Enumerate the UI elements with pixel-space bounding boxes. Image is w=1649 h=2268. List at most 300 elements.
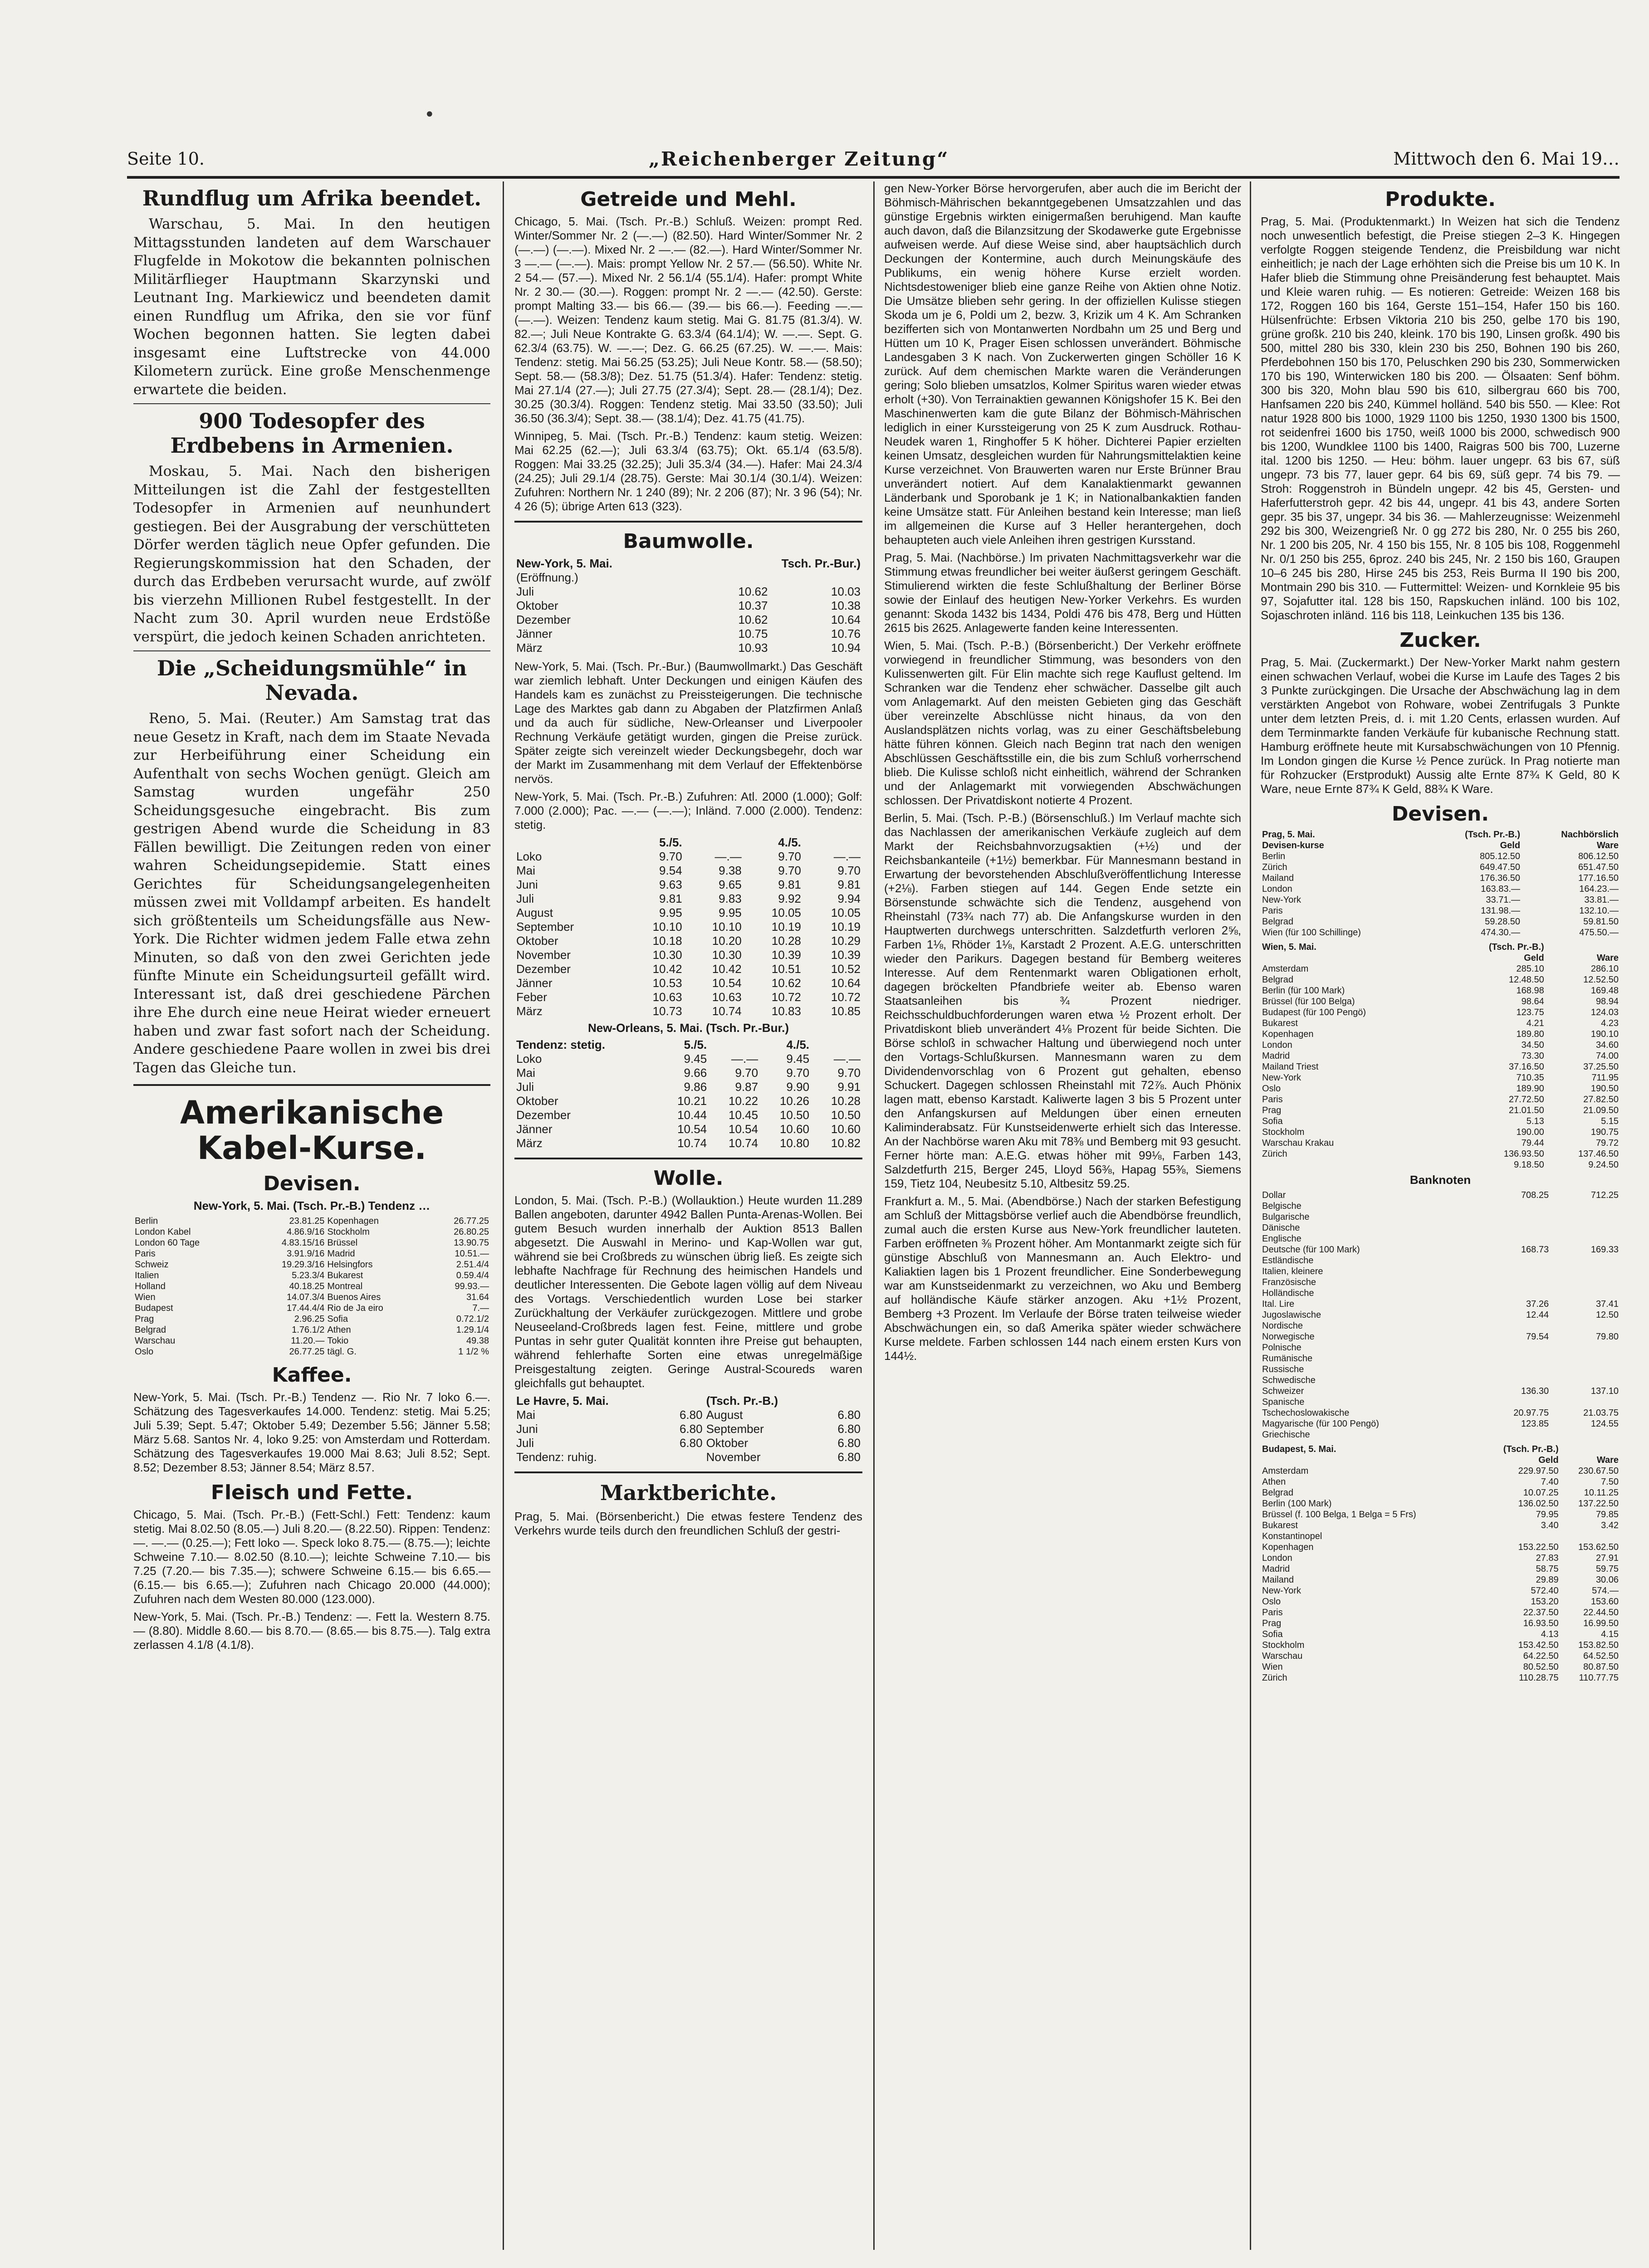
table-cell: Mailand (1262, 873, 1294, 883)
table-cell: Stockholm (1262, 1640, 1305, 1650)
table-row (1261, 1564, 1620, 1574)
table-cell: 9.70 (837, 1066, 861, 1080)
table-cell (1550, 1364, 1620, 1375)
table-row (1261, 1277, 1620, 1288)
page-number: Seite 10. (127, 149, 205, 169)
table-cell (1480, 1429, 1550, 1440)
table-row (514, 864, 862, 878)
table-cell: Mai (516, 864, 535, 877)
table-cell: 6.80 (837, 1422, 861, 1436)
column-divider (1250, 181, 1251, 2250)
table-cell: Brüssel (327, 1238, 358, 1248)
table-cell: London 60 Tage (135, 1238, 200, 1248)
table-cell: 37.16.50 (1508, 1062, 1544, 1072)
table-cell: 13.90.75 (454, 1238, 489, 1248)
table-cell: 64.22.50 (1523, 1651, 1559, 1661)
table-cell: Geld (1500, 841, 1521, 850)
table-row (1261, 1061, 1620, 1072)
table-cell: 9.66 (684, 1066, 707, 1080)
table-cell: 21.03.75 (1583, 1408, 1619, 1418)
table-cell: 10.74 (729, 1136, 758, 1150)
table-cell (1480, 1201, 1550, 1212)
table-cell (1550, 1288, 1620, 1299)
table-cell: Belgrad (1262, 1488, 1293, 1498)
table-row (1261, 1138, 1620, 1149)
table-cell (1550, 1201, 1620, 1212)
article-text-afrika: Warschau, 5. Mai. In den heutigen Mittagsstunden landeten auf dem Warschauer Flugfelde in Mokotow die bekannten polnischen Militärflieger Hauptmann Skarzynski und Leutnant Ing. Markiewicz und beendeten damit einen Rundflug um Afrika, den sie vor fünf Wochen begonnen hatten. Sie legten dabei insgesamt eine Luftstrecke von 44.000 Kilometern zurück. Eine große Menschenmenge erwartete die beiden. (133, 216, 490, 398)
table-cell: 5./5. (684, 1038, 707, 1051)
table-row (1261, 1310, 1620, 1320)
table-cell: 4.21 (1526, 1018, 1544, 1028)
table-cell: Oktober (706, 1436, 749, 1450)
table-cell: Geld (1524, 953, 1544, 963)
table-cell: 2.51.4/4 (456, 1260, 489, 1270)
table-cell (1261, 1159, 1445, 1170)
table-row (1261, 1418, 1620, 1429)
table-row (1261, 894, 1620, 905)
table-cell: 285.10 (1516, 964, 1544, 974)
table-cell: 14.07.3/4 (286, 1292, 325, 1302)
table-cell: 20.97.75 (1513, 1408, 1549, 1418)
table-cell: Deutsche (für 100 Mark) (1262, 1245, 1360, 1255)
table-row (1261, 1320, 1620, 1331)
table-cell: 7.— (472, 1303, 489, 1313)
table-cell: Juli (516, 1080, 534, 1094)
table-cell: 10.50 (831, 1108, 861, 1122)
table-cell: 4.13 (1541, 1629, 1559, 1639)
table-cell: 58.75 (1536, 1564, 1559, 1574)
table-cell (1480, 1212, 1550, 1222)
produkte-heading: Produkte. (1385, 188, 1496, 211)
table-row (1261, 1266, 1620, 1277)
table-cell: Wien (1262, 1662, 1283, 1672)
table-cell: 10.19 (771, 920, 801, 934)
table-cell: Holländische (1262, 1288, 1314, 1298)
table-cell: (Tsch. Pr.-B.) (1488, 942, 1544, 952)
banknoten-heading: Banknoten (1409, 1173, 1471, 1187)
table-header-row (1261, 840, 1620, 851)
table-cell: 649.47.50 (1480, 862, 1521, 872)
devisen-heading-col4: Devisen. (1391, 802, 1489, 826)
table-header-row (514, 836, 862, 850)
table-cell: September (516, 920, 574, 934)
table-cell: 10.64 (831, 976, 861, 990)
table-cell: Juli (516, 585, 534, 598)
table-header-row (514, 1394, 862, 1408)
table-cell: Wien, 5. Mai. (1262, 942, 1316, 952)
frankfurt-boerse-text: Frankfurt a. M., 5. Mai. (Abendbörse.) Nach der starken Befestigung am Schluß der Mittagsbörse verlief auch die Abendbörse freundlich, zumal auch die ersten Kurse aus New-York freundlicher lauteten. Farben eröffneten ⅜ Prozent höher. Am Montanmarkt zeigte sich für günstige Abschluß von Mannesmann an. Auch Elektro- und Kaliaktien lagen bis 1 Prozent freundlicher. Eine Sonderbewegung war am Kunstseidenmarkt zu verzeichnen, wo Aku und Bemberg auf holländische Käufe stärker anzogen. Aku +1½ Prozent, Bemberg +3 Prozent. Im Verlaufe der Börse traten teilweise wieder Abschwächungen ein, so daß Amerika später wieder schwächere Kurse meldete. Farben schlossen 144 nach einem ersten Kurs von 144½. (884, 1194, 1241, 1363)
table-row (514, 1122, 862, 1136)
table-cell (684, 836, 744, 850)
table-row (133, 1325, 490, 1335)
table-cell (1480, 1266, 1550, 1277)
table-cell (1550, 1353, 1620, 1364)
table-cell: 10.07.25 (1523, 1488, 1559, 1498)
table-cell: 710.35 (1516, 1073, 1544, 1083)
table-cell: 153.20 (1531, 1597, 1559, 1607)
table-row (514, 1108, 862, 1122)
table-cell (1550, 1233, 1620, 1244)
table-cell: August (516, 906, 553, 919)
table-row (1261, 1072, 1620, 1083)
table-cell: 27.83 (1536, 1553, 1559, 1563)
table-cell: 10.74 (677, 1136, 707, 1150)
table-cell: 190.10 (1590, 1029, 1619, 1039)
table-cell: 1.29.1/4 (456, 1325, 489, 1335)
table-cell (1480, 1342, 1550, 1353)
table-cell: 9.95 (659, 906, 682, 919)
table-cell: Ware (1596, 1455, 1619, 1465)
table-cell: —.— (714, 850, 742, 863)
article-title-nevada: Die „Scheidungsmühle“ in Nevada. (157, 656, 467, 705)
table-cell: 711.95 (1591, 1073, 1619, 1083)
table-cell: 10.05 (771, 906, 801, 919)
table-cell: 34.60 (1595, 1040, 1619, 1050)
table-cell: 10.11.25 (1584, 1488, 1619, 1498)
table-cell: (Tsch. Pr.-B.) (706, 1394, 778, 1408)
table-row (133, 1248, 490, 1259)
table-cell: 9.95 (719, 906, 742, 919)
table-cell: 10.38 (831, 599, 861, 612)
table-cell: 17.44.4/4 (286, 1303, 325, 1313)
table-cell: Sofia (1262, 1629, 1283, 1639)
table-cell: 10.64 (831, 613, 861, 626)
table-row (1261, 1498, 1620, 1509)
table-cell: 0.72.1/2 (456, 1314, 489, 1324)
table-row (514, 1052, 862, 1066)
table-cell: Spanische (1262, 1397, 1305, 1407)
table-cell: Oslo (135, 1347, 154, 1357)
table-cell: 137.46.50 (1578, 1149, 1619, 1159)
table-row (1261, 1408, 1620, 1418)
table-cell (1550, 1222, 1620, 1233)
table-cell: 1.76.1/2 (292, 1325, 325, 1335)
table-cell (1550, 1266, 1620, 1277)
table-cell: 164.23.— (1579, 884, 1619, 894)
ny2-head: New-York, 5. Mai. (Tsch. Pr.-B.) Zufuhren: Atl. 2000 (1.000); Golf: 7.000 (2.000); Pac. —.— (—.—); Inländ. 7.000 (2.000). Tendenz: stetig. (514, 790, 862, 831)
table-cell: 10.83 (771, 1004, 801, 1018)
table-row (1261, 1149, 1620, 1159)
table-row (514, 1066, 862, 1080)
table-cell: 805.12.50 (1480, 851, 1521, 861)
table-cell: März (516, 1136, 543, 1150)
table-cell: 9.45 (786, 1052, 810, 1066)
table-cell: Juni (516, 1422, 538, 1436)
table-cell: Wien (135, 1292, 156, 1302)
table-cell: Geld (1538, 1455, 1559, 1465)
table-row (514, 1004, 862, 1018)
table-row (1261, 851, 1620, 862)
table-cell: Stockholm (327, 1227, 370, 1237)
wien-boerse-text: Wien, 5. Mai. (Tsch. P.-B.) (Börsenbericht.) Der Verkehr eröffnete vorwiegend in freundlicher Stimmung, was besonders von den Kulissenwerten gilt. Für Elin machte sich rege Kauflust geltend. Im Schranken war die Tendenz eher schwächer. Dasselbe gilt auch vom Anlagemarkt. Auf den meisten Gebieten ging das Geschäft über vereinzelte Abschlüsse nicht hinaus, da von den Auslandsplätzen nichts vorlag, was zu einer Geschäftsbelebung hätte führen können. Gleich nach Beginn trat nach den wenigen Abschlüssen Geschäftsstille ein, die bis zum Schluß vorherrschend blieb. Die Kulisse schloß nicht einheitlich, während der Schranken und der Anlagemarkt mit vorwiegenden Abschwächungen schlossen. Der Privatdiskont notierte 4 Prozent. (884, 639, 1241, 807)
table-row (133, 1303, 490, 1314)
table-cell: 99.93.— (455, 1281, 489, 1291)
table-row (1261, 1574, 1620, 1585)
article-text-nevada: Reno, 5. Mai. (Reuter.) Am Samstag trat das neue Gesetz in Kraft, nach dem im Staate Nevada zur Herbeiführung einer Scheidung ein Aufenthalt von sechs Wochen genügt. Gleich am Samstag wurden ungefähr 250 Scheidungsgesuche eingebracht. Bis zum gestrigen Abend wurde die Scheidung in 83 Fällen bewilligt. Die Zeitungen reden von einer wahren Scheidungsepidemie. Statt eines Gerichtes für Scheidungsangelegenheiten müssen zwei mit Volldampf arbeiten. Es handelt sich größtenteils um Scheidungsfälle aus New-York. Die Richter widmen jedem Falle etwa zehn Minuten, so daß von den zwei Gerichten jede fünfte Minute ein Scheidungsurteil gefällt wird. Interessant ist, daß drei geschiedene Pärchen ihre Ehe durch eine neue Heirat wieder erneuert haben und zwar fast sofort nach der Scheidung. Andere geschiedene Paare wollen in zwei bis drei Tagen das Gleiche tun. (133, 710, 490, 1076)
table-cell: 98.64 (1521, 997, 1544, 1007)
divider (133, 403, 490, 404)
prag-nachboerse-text: Prag, 5. Mai. (Nachbörse.) Im privaten Nachmittagsverkehr war die Stimmung etwas freundlicher bei weiter äußerst geringem Geschäft. Stimulierend wirkten die feste Schlußhaltung der Berliner Börse sowie der Einlauf des heutigen New-Yorker Verkehrs. Es wurden genannt: Skoda 1432 bis 1434, Poldi 476 bis 478, Berg und Hütten 2615 bis 2625. Anlagewerte fanden keine Interessenten. (884, 551, 1241, 635)
article-title-armenien: 900 Todesopfer des Erdbebens in Armenien. (170, 409, 454, 458)
table-cell: Holland (135, 1281, 166, 1291)
table-cell: Mai (516, 1408, 535, 1422)
table-row (1261, 1476, 1620, 1487)
table-cell: September (706, 1422, 764, 1436)
table-row (1261, 1375, 1620, 1386)
table-cell: Rumänische (1262, 1354, 1313, 1364)
table-row (1261, 1083, 1620, 1094)
table-cell (1550, 1255, 1620, 1266)
table-cell: Oslo (1262, 1597, 1281, 1607)
table-cell: Paris (1262, 1095, 1283, 1105)
table-cell: 10.80 (779, 1136, 810, 1150)
table-cell: 9.87 (735, 1080, 758, 1094)
table-cell: 9.65 (719, 878, 742, 891)
table-cell: Juni (516, 878, 538, 891)
table-cell: 29.89 (1536, 1575, 1559, 1585)
table-cell: Polnische (1262, 1343, 1302, 1353)
table-cell: 10.39 (831, 948, 861, 962)
table-cell: 10.93 (738, 641, 768, 655)
table-cell: 9.38 (719, 864, 742, 877)
table-cell: Magyarische (für 100 Pengö) (1262, 1419, 1379, 1429)
table-row (514, 1436, 862, 1450)
table-cell: 79.72 (1595, 1138, 1619, 1148)
table-cell: Berlin (für 100 Mark) (1262, 986, 1345, 996)
table-header-row (1261, 942, 1620, 953)
table-cell: Paris (1262, 906, 1283, 916)
table-cell: 4./5. (778, 836, 801, 849)
table-row (133, 1216, 490, 1227)
table-cell: Amsterdam (1262, 964, 1309, 974)
table-cell: 10.19 (831, 920, 861, 934)
table-cell: 10.44 (677, 1108, 707, 1122)
table-cell: 110.77.75 (1579, 1673, 1619, 1683)
table-cell: Zürich (1262, 862, 1287, 872)
table-cell: November (516, 948, 571, 962)
table-cell: Zürich (1262, 1149, 1287, 1159)
table-row (1261, 1531, 1620, 1542)
table-cell: 10.60 (779, 1122, 810, 1136)
table-row (514, 990, 862, 1004)
table-cell: 123.75 (1516, 1007, 1544, 1017)
table-cell: 574.— (1592, 1586, 1619, 1596)
table-cell: 168.73 (1521, 1245, 1549, 1255)
prag-boerse-text: gen New-Yorker Börse hervorgerufen, aber auch die im Bericht der Böhmisch-Mährischen bekanntgegebenen Umsatzzahlen und das günstige Ergebnis wirkten einigermaßen beruhigend. Man kaufte auch davon, daß die Bilanzsitzung der Skodawerke gute Ergebnisse aufweisen werde. Auf diese Weise sind, aber hauptsächlich durch Deckungen der Kontermine, auch durch Meinungskäufe des Publikums, ein wenig höhere Kurse erzielt worden. Nichtsdestoweniger blieb eine ganze Reihe von Aktien ohne Notiz. Die Umsätze blieben sehr gering. In der offiziellen Kulisse stiegen Skoda um je 6, Poldi um 2, bezw. 3, Krizik um 4 K. Am Schranken bezifferten sich von Montanwerten Nordbahn um 25 und Berg und Hütten um 10 K, Prager Eisen schlossen unverändert. Böhmische Landesgaben 3 K nach. Von Zuckerwerten gingen Schöller 16 K zurück. Auf dem chemischen Markte waren die Veränderungen gering; Solo blieben umsatzlos, Kolmer Spiritus waren wieder etwas erholt (+30). Von Terrainaktien gewannen Königshofer 15 K. Bei den Maschinenwerten kam die gute Bilanz der Böhmisch-Mährischen lediglich in einer Kurssteigerung von 25 K zum Ausdruck. Rothau-Neudek waren 1, Ringhoffer 5 K höher. Dichterei Papier erzielten keinen Umsatz, desgleichen wurden für Nahrungsmittelaktien keine Kurse verzeichnet. Von Brauwerten waren nur Erste Brünner Brau unverändert notiert. Auf dem Kanalaktienmarkt gewannen Länderbank und Sporobank je 1 K; in Nationalbankaktien fanden keine Umsätze statt. Für Anleihen bestand kein Interesse; man ließ im allgemeinen die Kurse auf 3 Heller herantergehen, doch behaupteten auch viele Anleihen ihren gestrigen Kursstand. (884, 181, 1241, 547)
table-row (1261, 862, 1620, 873)
table-cell: 73.30 (1521, 1051, 1544, 1061)
table-cell: Oslo (1262, 1084, 1281, 1094)
table-row (1261, 985, 1620, 996)
table-cell: Italien (135, 1271, 159, 1281)
table-cell: 651.47.50 (1578, 862, 1619, 872)
table-cell: 10.82 (831, 1136, 861, 1150)
table-cell (1479, 1531, 1560, 1542)
table-cell: 10.62 (738, 585, 768, 598)
table-cell: 5./5. (659, 836, 682, 849)
table-cell: 4.86.9/16 (286, 1227, 325, 1237)
table-cell: —.— (833, 1052, 861, 1066)
table-cell: Rio de Ja eiro (327, 1303, 383, 1313)
table-cell: Griechische (1262, 1430, 1310, 1440)
table-cell: Nachbörslich (1561, 830, 1619, 840)
table-row (1261, 1007, 1620, 1018)
table-cell: 3.91.9/16 (286, 1249, 325, 1259)
table-cell: 712.25 (1590, 1190, 1619, 1200)
table-cell: Prag (1262, 1105, 1282, 1115)
table-row (1261, 1116, 1620, 1127)
table-cell: 16.99.50 (1583, 1618, 1619, 1628)
table-row (514, 1136, 862, 1150)
table-row (133, 1314, 490, 1325)
table-row (514, 850, 862, 864)
table-cell (1480, 1288, 1550, 1299)
table-cell: 9.70 (735, 1066, 758, 1080)
table-cell: 12.48.50 (1508, 975, 1544, 985)
wolle-text: London, 5. Mai. (Tsch. P.-B.) (Wollauktion.) Heute wurden 11.289 Ballen angeboten, darunter 4942 Ballen Punta-Arenas-Wollen. Bei gutem Besuch wurden innerhalb der Auktion 8513 Ballen abgesetzt. Die Auswahl in Merino- und Kap-Wollen war gut, während sie bei Croßbreds zu wünschen übrig ließ. Es zeigte sich lebhafte Nachfrage für Rechnung des heimischen Handels und deutlicher Interessenten. Die Gebote lagen völlig auf dem Niveau des Vortags. Verschiedentlich wurden Lose bei starker Zurückhaltung der Verkäufer zurückgezogen. Mittlere und grobe Neuseeland-Croßbreds lagen fest. Feine, mittlere und grobe Puntas in sehr guter Qualität konnten ihre Preise gut behaupten, während fehlerhafte Sorten eine etwas unregelmäßige Preisgestaltung zeigten. Geringe Austral-Scoureds waren gleichfalls gut behauptet. (514, 1193, 862, 1390)
table-cell: 5.23.3/4 (292, 1271, 325, 1281)
table-cell: 10.62 (738, 613, 768, 626)
table-cell: Devisen-kurse (1262, 841, 1324, 850)
table-cell: 5.13 (1526, 1116, 1544, 1126)
table-cell: 189.80 (1516, 1029, 1544, 1039)
table-cell (1480, 1320, 1550, 1331)
table-cell: Mailand Triest (1262, 1062, 1319, 1072)
table-cell (1550, 1342, 1620, 1353)
table-cell: Paris (1262, 1608, 1283, 1618)
table-row (1261, 1466, 1620, 1476)
table-cell: —.— (833, 850, 861, 863)
baumwolle-text: New-York, 5. Mai. (Tsch. Pr.-Bur.) (Baumwollmarkt.) Das Geschäft war ziemlich lebhaft. Unter Deckungen und einigen Käufen des Handels kam es zunächst zu Preissteigerungen. Die technische Lage des Marktes gab dann zu Abgaben der Platzfirmen Anlaß und da auch für südliche, New-Orleanser und Liverpooler Rechnung Verkäufe getätigt wurden, gingen die Preise zurück. Später zeigte sich vereinzelt wieder Deckungsbegehr, doch war der Markt im Zusammenhang mit dem Verlauf der Effektenbörse nervös. (514, 660, 862, 786)
table-cell: 230.67.50 (1578, 1466, 1619, 1476)
baumwolle-sub: (Eröffnung.) (516, 571, 578, 584)
table-cell: 10.50 (779, 1108, 810, 1122)
table-cell: 10.72 (831, 990, 861, 1004)
table-cell: 153.42.50 (1518, 1640, 1559, 1650)
table-cell: 30.06 (1595, 1575, 1619, 1585)
table-cell: 9.83 (719, 892, 742, 905)
table-cell: 10.72 (771, 990, 801, 1004)
table-cell: 10.37 (738, 599, 768, 612)
table-cell: 137.10 (1590, 1386, 1619, 1396)
table-row (514, 920, 862, 934)
table-row (514, 906, 862, 920)
table-cell: 12.52.50 (1583, 975, 1619, 985)
table-cell: Ital. Lire (1262, 1299, 1295, 1309)
column-divider (873, 181, 875, 2250)
table-cell: Prag (135, 1314, 154, 1324)
table-cell: 37.41 (1595, 1299, 1619, 1309)
table-cell: Berlin (100 Mark) (1262, 1499, 1332, 1509)
kaffee-text: New-York, 5. Mai. (Tsch. Pr.-B.) Tendenz —. Rio Nr. 7 loko 6.—. Schätzung des Tagesverkaufes 14.000. Tendenz: stetig. Mai 5.25; Juli 5.39; Sept. 5.47; Oktober 5.49; Dezember 5.56; Jänner 5.58; März 5.68. Santos Nr. 4, loko 9.25: von Amsterdam und Rotterdam. Schätzung des Tagesverkaufes 19.000 Mai 8.63; Juli 8.52; Sept. 8.52; Dezember 8.53; Jänner 8.54; März 8.57. (133, 1390, 490, 1474)
table-cell: 10.22 (729, 1094, 758, 1108)
table-cell: Oktober (516, 1094, 558, 1108)
budapest-devisen-table (1261, 1444, 1620, 1683)
table-cell: 10.51.— (455, 1249, 489, 1259)
table-cell: Jänner (516, 1122, 553, 1136)
table-cell: 10.63 (652, 990, 682, 1004)
table-cell: 79.80 (1595, 1332, 1619, 1342)
table-cell (803, 836, 862, 850)
table-cell: 475.50.— (1579, 928, 1619, 938)
table-cell: Feber (516, 990, 547, 1004)
table-cell: 27.91 (1595, 1553, 1619, 1563)
table-row (514, 627, 862, 641)
table-cell: 9.81 (659, 892, 682, 905)
section-divider (514, 1471, 862, 1473)
table-cell: Bulgarische (1262, 1212, 1310, 1222)
table-cell: 98.94 (1595, 997, 1619, 1007)
table-cell: New-York (1262, 895, 1301, 905)
section-divider (514, 521, 862, 523)
table-cell: 6.80 (837, 1436, 861, 1450)
produkte-text: Prag, 5. Mai. (Produktenmarkt.) In Weizen hat sich die Tendenz noch unwesentlich befestigt, die Preise stiegen 2–3 K. Hingegen verfolgte Roggen steigende Tendenz, die Preisbildung war nicht einheitlich; je nach der Lage erhöhten sich die Preise bis um 10 K. In Hafer blieb die Stimmung ohne Preisänderung fest behauptet. Mais und Kleie waren ruhig. — Es notieren: Getreide: Weizen 168 bis 172, Roggen 160 bis 164, Gerste 151–154, Hafer 150 bis 160. Hülsenfrüchte: Erbsen Viktoria 210 bis 250, gelbe 170 bis 190, grüne großk. 210 bis 240, kleink. 170 bis 190, Linsen großk. 490 bis 500, mittel 280 bis 330, klein 230 bis 250, Bohnen 190 bis 260, Pferdebohnen 150 bis 170, Peluschken 290 bis 230, Sommerwicken 170 bis 190, Winterwicken 180 bis 200. — Ölsaaten: Senf böhm. 300 bis 320, Mohn blau 590 bis 610, silbergrau 660 bis 700, Hanfsamen 220 bis 240, Kümmel holländ. 540 bis 550. — Klee: Rot natur 1928 800 bis 1000, 1929 1100 bis 1250, 1930 1300 bis 1500, rot seidenfrei 1600 bis 1750, weiß 1000 bis 2000, schwedisch 900 bis 1200, Wundklee 1100 bis 1400, Raigras 500 bis 700, Luzerne ital. 1200 bis 1250. — Heu: böhm. lauer ungepr. 63 bis 67, süß ungepr. 73 bis 77, lauer gepr. 64 bis 69, süß gepr. 74 bis 79. — Stroh: Roggenstroh in Bündeln ungepr. 42 bis 45, Gersten- und Haferfutterstroh gepr. 42 bis 44, ungepr. 41 bis 43, andere Sorten gepr. 35 bis 37, ungepr. 34 bis 36. — Mahlerzeugnisse: Weizenmehl 292 bis 300, Weizengrieß Nr. 0 gg 272 bis 280, Nr. 0 255 bis 260, Nr. 1 200 bis 205, Nr. 4 150 bis 155, Nr. 8 105 bis 108, Roggenmehl Nr. 0/1 250 bis 255, 6proz. 240 bis 245, Nr. 2 150 bis 160, Graupen 10–6 245 bis 280, Hirse 245 bis 253, Reis Burma II 190 bis 200, Montmain 290 bis 310. — Futtermittel: Weizen- und Kornkleie 95 bis 97, Sojafutter ital. 128 bis 150, Rapskuchen inländ. 100 bis 102, Sojaschroten inländ. 116 bis 118, Leinkuchen 135 bis 136. (1261, 215, 1620, 622)
table-cell: Bukarest (1262, 1520, 1298, 1530)
table-cell: Dänische (1262, 1223, 1300, 1233)
issue-date: Mittwoch den 6. Mai 19… (1393, 149, 1620, 169)
table-cell: 286.10 (1590, 964, 1619, 974)
table-cell: 10.53 (652, 976, 682, 990)
table-cell: 153.60 (1590, 1597, 1619, 1607)
table-cell (1550, 1429, 1620, 1440)
table-cell: 12.50 (1595, 1310, 1619, 1320)
table-cell: Tendenz: stetig. (516, 1038, 605, 1051)
table-row (1261, 1342, 1620, 1353)
table-cell: August (706, 1408, 743, 1422)
table-row (514, 585, 862, 599)
page-header (127, 145, 1620, 172)
table-cell: Budapest (für 100 Pengö) (1262, 1007, 1366, 1017)
table-cell: Athen (327, 1325, 351, 1335)
table-row (1261, 1662, 1620, 1672)
table-cell: 10.10 (712, 920, 742, 934)
table-cell: 9.81 (778, 878, 801, 891)
table-cell: 33.71.— (1486, 895, 1521, 905)
table-cell: 10.75 (738, 627, 768, 640)
wien-devisen-table (1261, 942, 1620, 1170)
marktberichte-text: Prag, 5. Mai. (Börsenbericht.) Die etwas festere Tendenz des Verkehrs wurde teils durch den freundlichen Schluß der gestri- (514, 1510, 862, 1537)
table-cell: Französische (1262, 1277, 1316, 1287)
prag-devisen-table (1261, 829, 1620, 938)
table-cell: Brüssel (f. 100 Belga, 1 Belga = 5 Frs) (1262, 1510, 1416, 1520)
table-cell: Juli (516, 1436, 534, 1450)
print-mark: • (424, 104, 435, 125)
table-cell: Helsingfors (327, 1260, 373, 1270)
table-cell: Bukarest (327, 1271, 363, 1281)
baumwolle-table (514, 585, 862, 655)
table-cell: 708.25 (1521, 1190, 1549, 1200)
table-row (1261, 1094, 1620, 1105)
table-cell: Madrid (1262, 1051, 1290, 1061)
table-cell (1550, 1212, 1620, 1222)
article-title-afrika: Rundflug um Afrika beendet. (142, 186, 482, 210)
table-cell: Zürich (1262, 1673, 1287, 1683)
table-row (1261, 1629, 1620, 1640)
table-cell: 79.95 (1536, 1510, 1559, 1520)
table-cell: 11.20.— (291, 1336, 325, 1346)
table-cell: 9.90 (786, 1080, 810, 1094)
table-row (1261, 1618, 1620, 1629)
table-cell: 229.97.50 (1518, 1466, 1559, 1476)
table-cell: 9.24.50 (1588, 1160, 1619, 1170)
table-row (1261, 974, 1620, 985)
table-row (1261, 1299, 1620, 1310)
article-text-armenien: Moskau, 5. Mai. Nach den bisherigen Mitteilungen ist die Zahl der festgestellten Todesopfer in Armenien auf neunhundert gestiegen. Bei der Ausgrabung der verschütteten Dörfer werden täglich neue Opfer gefunden. Die Regierungskommission hat den Schaden, der durch das Erdbeben verursacht wurde, auf zwölf bis vierzehn Millionen Rubel festgestellt. In der Nacht zum 30. April wurden neue Erdstöße verspürt, die jedoch keinen Schaden anrichteten. (133, 463, 490, 645)
table-cell (1480, 1233, 1550, 1244)
table-row (1261, 1127, 1620, 1138)
table-header-row (514, 1038, 862, 1052)
table-cell: 27.82.50 (1583, 1095, 1619, 1105)
